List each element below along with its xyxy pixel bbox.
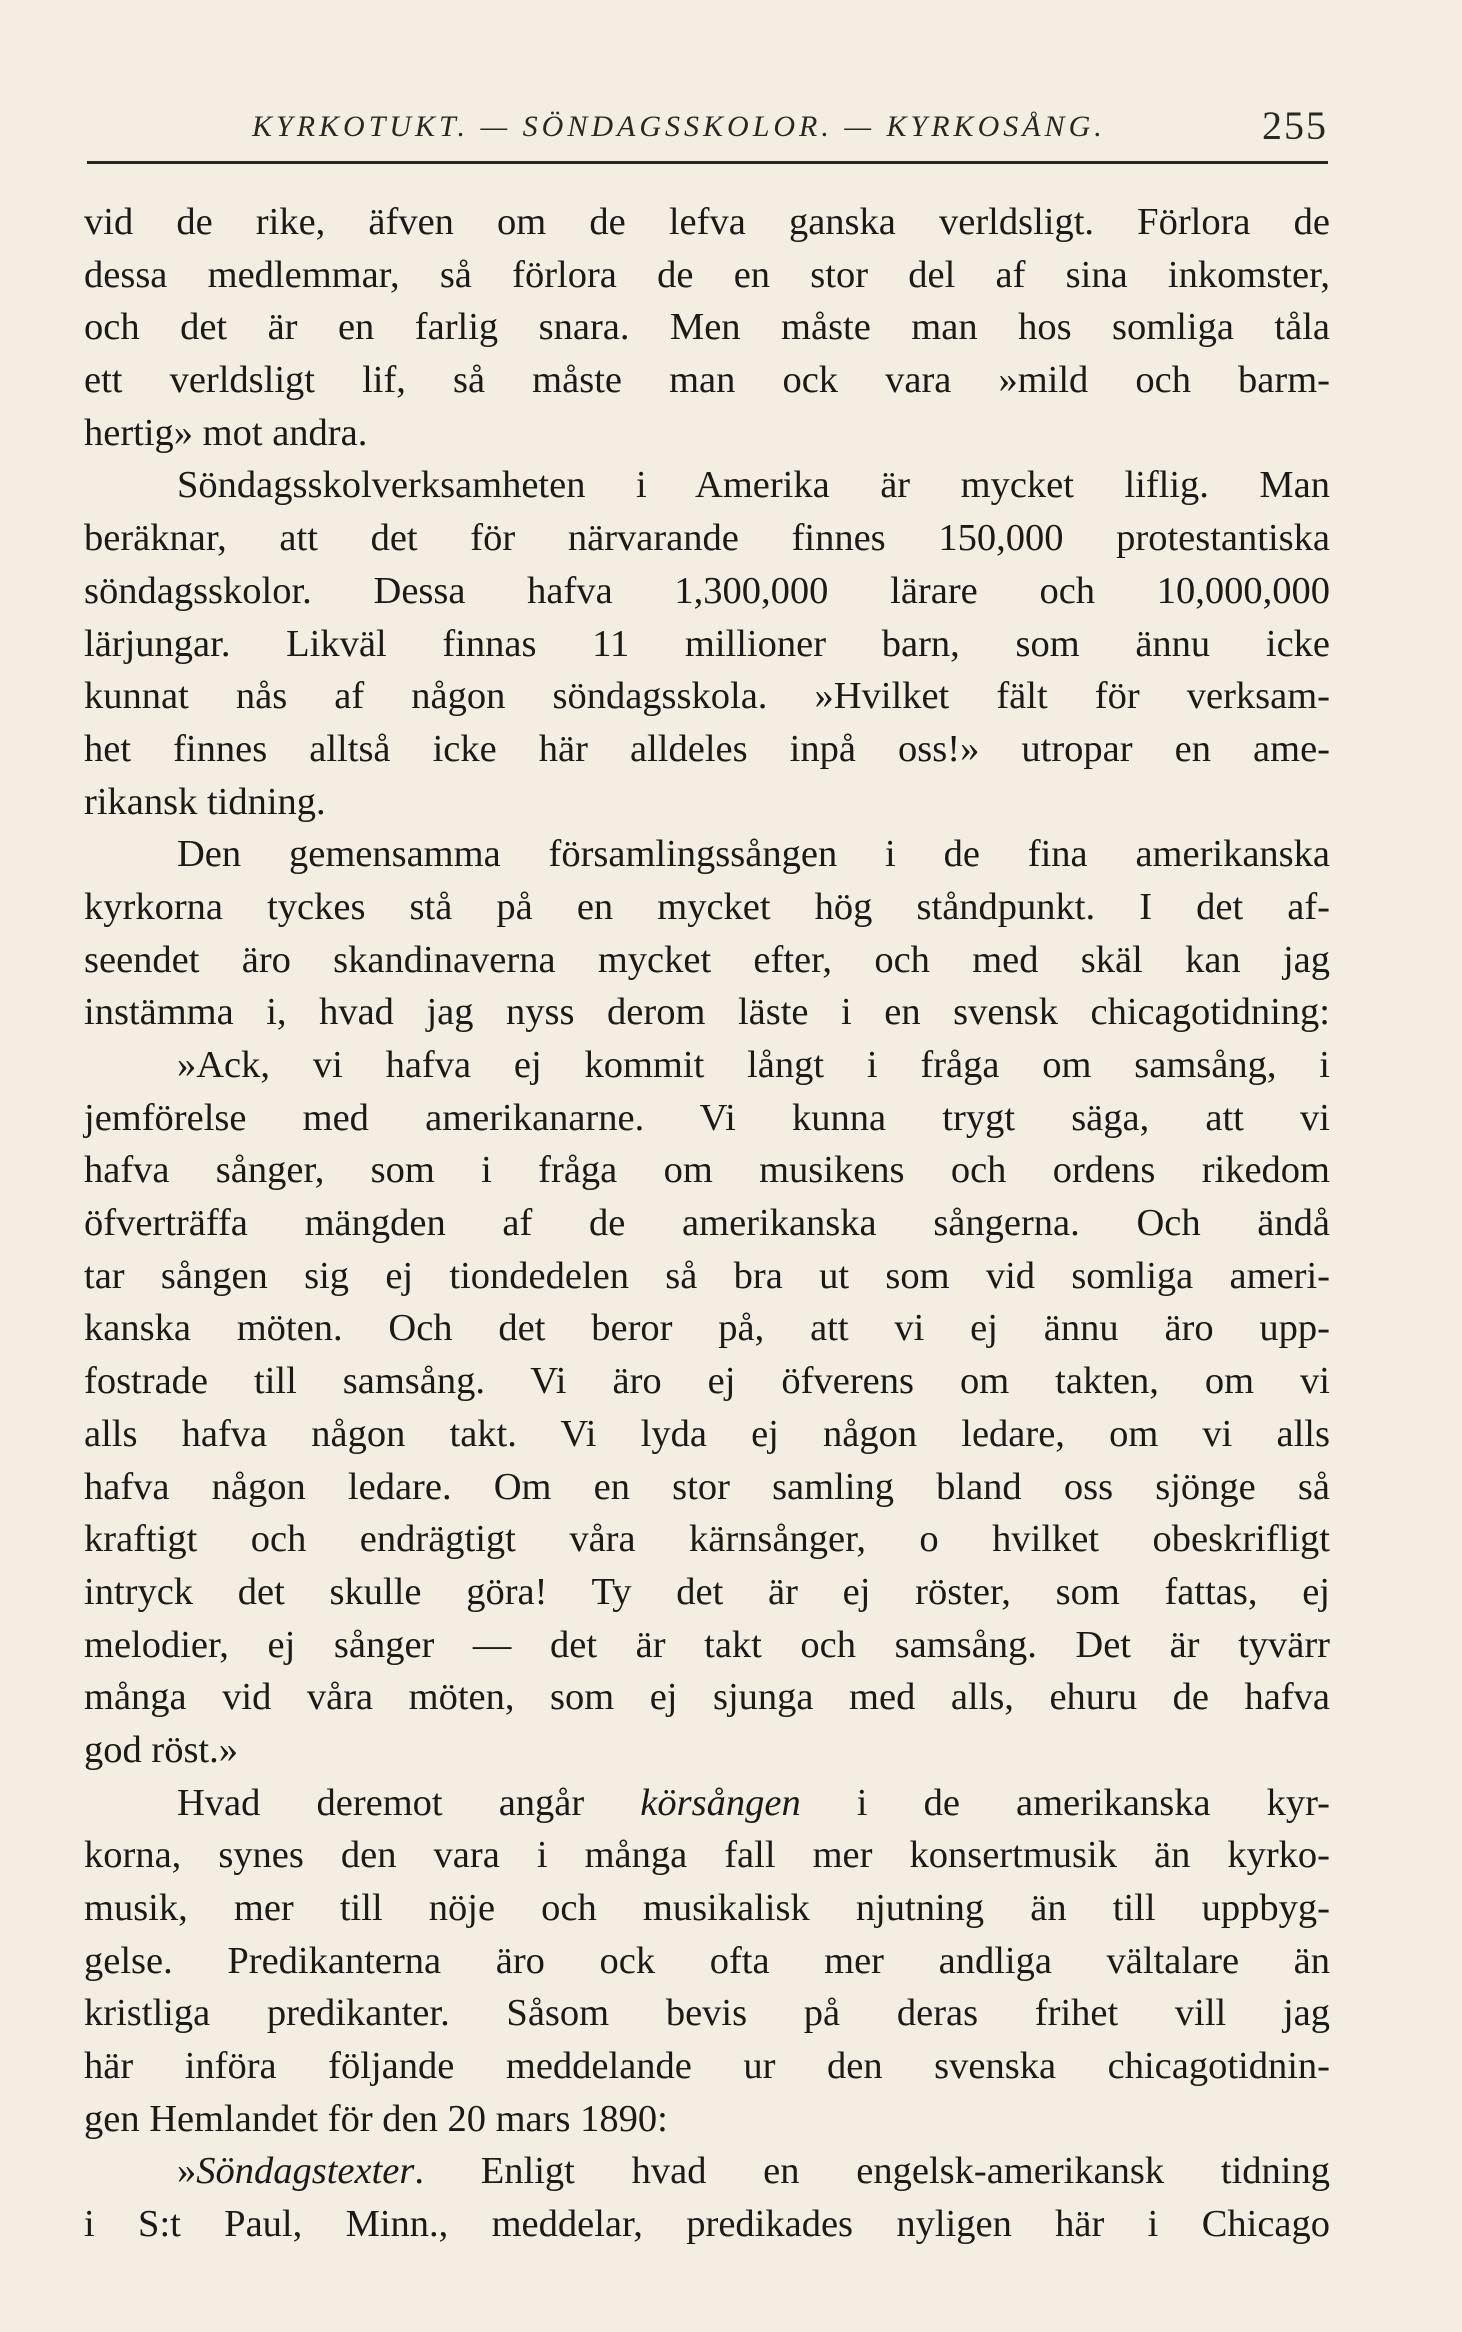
running-title: KYRKOTUKT. — SÖNDAGSSKOLOR. — KYRKOSÅNG. bbox=[252, 110, 1106, 143]
text-line bbox=[84, 1039, 1330, 1092]
text-line bbox=[84, 670, 1330, 723]
text-span: god röst.» bbox=[84, 1728, 238, 1771]
text-span: rikansk tidning. bbox=[84, 780, 326, 823]
text-line bbox=[84, 1144, 1330, 1197]
text-span: ett verldsligt lif, så måste man ock vara »mild och barm- bbox=[84, 359, 1330, 402]
text-line bbox=[84, 565, 1330, 618]
text-line bbox=[84, 881, 1330, 934]
header-rule bbox=[87, 161, 1328, 164]
text-span: öfverträffa mängden af de amerikanska sångerna. Och ändå bbox=[84, 1202, 1330, 1245]
text-line bbox=[84, 723, 1330, 776]
text-span: här införa följande meddelande ur den svenska chicagotidnin- bbox=[84, 2045, 1330, 2088]
text-line bbox=[84, 249, 1330, 302]
text-span: söndagsskolor. Dessa hafva 1,300,000 lärare och 10,000,000 bbox=[84, 569, 1330, 612]
text-line bbox=[84, 828, 1330, 881]
text-span: melodier, ej sånger — det är takt och samsång. Det är tyvärr bbox=[84, 1623, 1330, 1666]
text-line bbox=[84, 2145, 1330, 2198]
text-line bbox=[84, 1935, 1330, 1988]
text-span: instämma i, hvad jag nyss derom läste i en svensk chicagotidning: bbox=[84, 991, 1330, 1034]
text-line bbox=[84, 986, 1330, 1039]
text-span: hafva någon ledare. Om en stor samling bland oss sjönge så bbox=[84, 1465, 1330, 1508]
text-line bbox=[84, 354, 1330, 407]
text-line bbox=[84, 2093, 1330, 2146]
text-line bbox=[84, 301, 1330, 354]
text-span: Den gemensamma församlingssången i de fina amerikanska bbox=[177, 833, 1330, 876]
text-span: intryck det skulle göra! Ty det är ej röster, som fattas, ej bbox=[84, 1570, 1330, 1613]
text-line bbox=[84, 776, 1330, 829]
text-line bbox=[84, 1250, 1330, 1303]
text-line bbox=[84, 934, 1330, 987]
text-span: många vid våra möten, som ej sjunga med alls, ehuru de hafva bbox=[84, 1676, 1330, 1719]
text-span: tar sången sig ej tiondedelen så bra ut som vid somliga ameri- bbox=[84, 1254, 1330, 1297]
text-span: vid de rike, äfven om de lefva ganska verldsligt. Förlora de bbox=[84, 201, 1330, 243]
text-span: Söndagsskolverksamheten i Amerika är mycket liflig. Man bbox=[177, 464, 1330, 507]
text-span: gen Hemlandet för den 20 mars 1890: bbox=[84, 2097, 668, 2140]
text-span: kyrkorna tyckes stå på en mycket hög ståndpunkt. I det af- bbox=[84, 885, 1330, 928]
text-line bbox=[84, 1302, 1330, 1355]
text-span: » bbox=[177, 2150, 197, 2193]
text-line bbox=[84, 618, 1330, 671]
italic-text: Söndagstexter bbox=[196, 2150, 415, 2193]
text-span: musik, mer till nöje och musikalisk njutning än till uppbyg- bbox=[84, 1887, 1330, 1929]
text-line bbox=[84, 1724, 1330, 1777]
text-span: beräknar, att det för närvarande finnes 150,000 protestantiska bbox=[84, 517, 1330, 560]
text-span: Hvad deremot angår bbox=[177, 1781, 641, 1824]
text-line bbox=[84, 1566, 1330, 1619]
text-line bbox=[84, 459, 1330, 512]
text-span: lärjungar. Likväl finnas 11 millioner barn, som ännu icke bbox=[84, 622, 1330, 665]
text-line bbox=[84, 512, 1330, 565]
page-number: 255 bbox=[1262, 103, 1328, 148]
text-line bbox=[84, 1197, 1330, 1250]
text-span: korna, synes den vara i många fall mer konsertmusik än kyrko- bbox=[84, 1834, 1330, 1877]
text-line bbox=[84, 1619, 1330, 1672]
text-line bbox=[84, 1355, 1330, 1408]
italic-text: körsången bbox=[640, 1781, 801, 1824]
text-span: alls hafva någon takt. Vi lyda ej någon ledare, om vi alls bbox=[84, 1412, 1330, 1455]
text-line bbox=[84, 1882, 1330, 1935]
text-line bbox=[84, 2040, 1330, 2093]
text-span: . Enligt hvad en engelsk-amerikansk tidning bbox=[414, 2150, 1330, 2193]
text-line bbox=[84, 1092, 1330, 1145]
text-span: »Ack, vi hafva ej kommit långt i fråga om samsång, i bbox=[177, 1044, 1330, 1086]
text-span: hafva sånger, som i fråga om musikens och ordens rikedom bbox=[84, 1149, 1330, 1192]
page-header bbox=[87, 100, 1328, 160]
text-span: kraftigt och endrägtigt våra kärnsånger, o hvilket obeskrifligt bbox=[84, 1518, 1330, 1561]
text-line bbox=[84, 196, 1330, 249]
text-span: gelse. Predikanterna äro ock ofta mer andliga vältalare än bbox=[84, 1939, 1330, 1982]
text-span: dessa medlemmar, så förlora de en stor del af sina inkomster, bbox=[84, 253, 1330, 296]
text-line bbox=[84, 1513, 1330, 1566]
text-span: seendet äro skandinaverna mycket efter, och med skäl kan jag bbox=[84, 938, 1330, 981]
text-span: hertig» mot andra. bbox=[84, 411, 368, 454]
text-span: kristliga predikanter. Såsom bevis på deras frihet vill jag bbox=[84, 1992, 1330, 2035]
text-line bbox=[84, 2198, 1330, 2251]
text-span: och det är en farlig snara. Men måste man hos somliga tåla bbox=[84, 306, 1330, 349]
text-line bbox=[84, 1987, 1330, 2040]
text-line bbox=[84, 1829, 1330, 1882]
text-line bbox=[84, 407, 1330, 460]
text-span: i S:t Paul, Minn., meddelar, predikades nyligen här i Chicago bbox=[84, 2203, 1330, 2246]
text-line bbox=[84, 1671, 1330, 1724]
text-span: i de amerikanska kyr- bbox=[800, 1781, 1330, 1824]
body-text bbox=[84, 196, 1330, 2251]
text-span: het finnes alltså icke här alldeles inpå oss!» utropar en ame- bbox=[84, 727, 1330, 770]
text-line bbox=[84, 1408, 1330, 1461]
text-span: jemförelse med amerikanarne. Vi kunna trygt säga, att vi bbox=[84, 1096, 1330, 1139]
text-span: fostrade till samsång. Vi äro ej öfverens om takten, om vi bbox=[84, 1360, 1330, 1403]
text-line bbox=[84, 1461, 1330, 1514]
text-span: kanska möten. Och det beror på, att vi ej ännu äro upp- bbox=[84, 1307, 1330, 1350]
text-span: kunnat nås af någon söndagsskola. »Hvilket fält för verksam- bbox=[84, 675, 1330, 718]
text-line bbox=[84, 1777, 1330, 1830]
